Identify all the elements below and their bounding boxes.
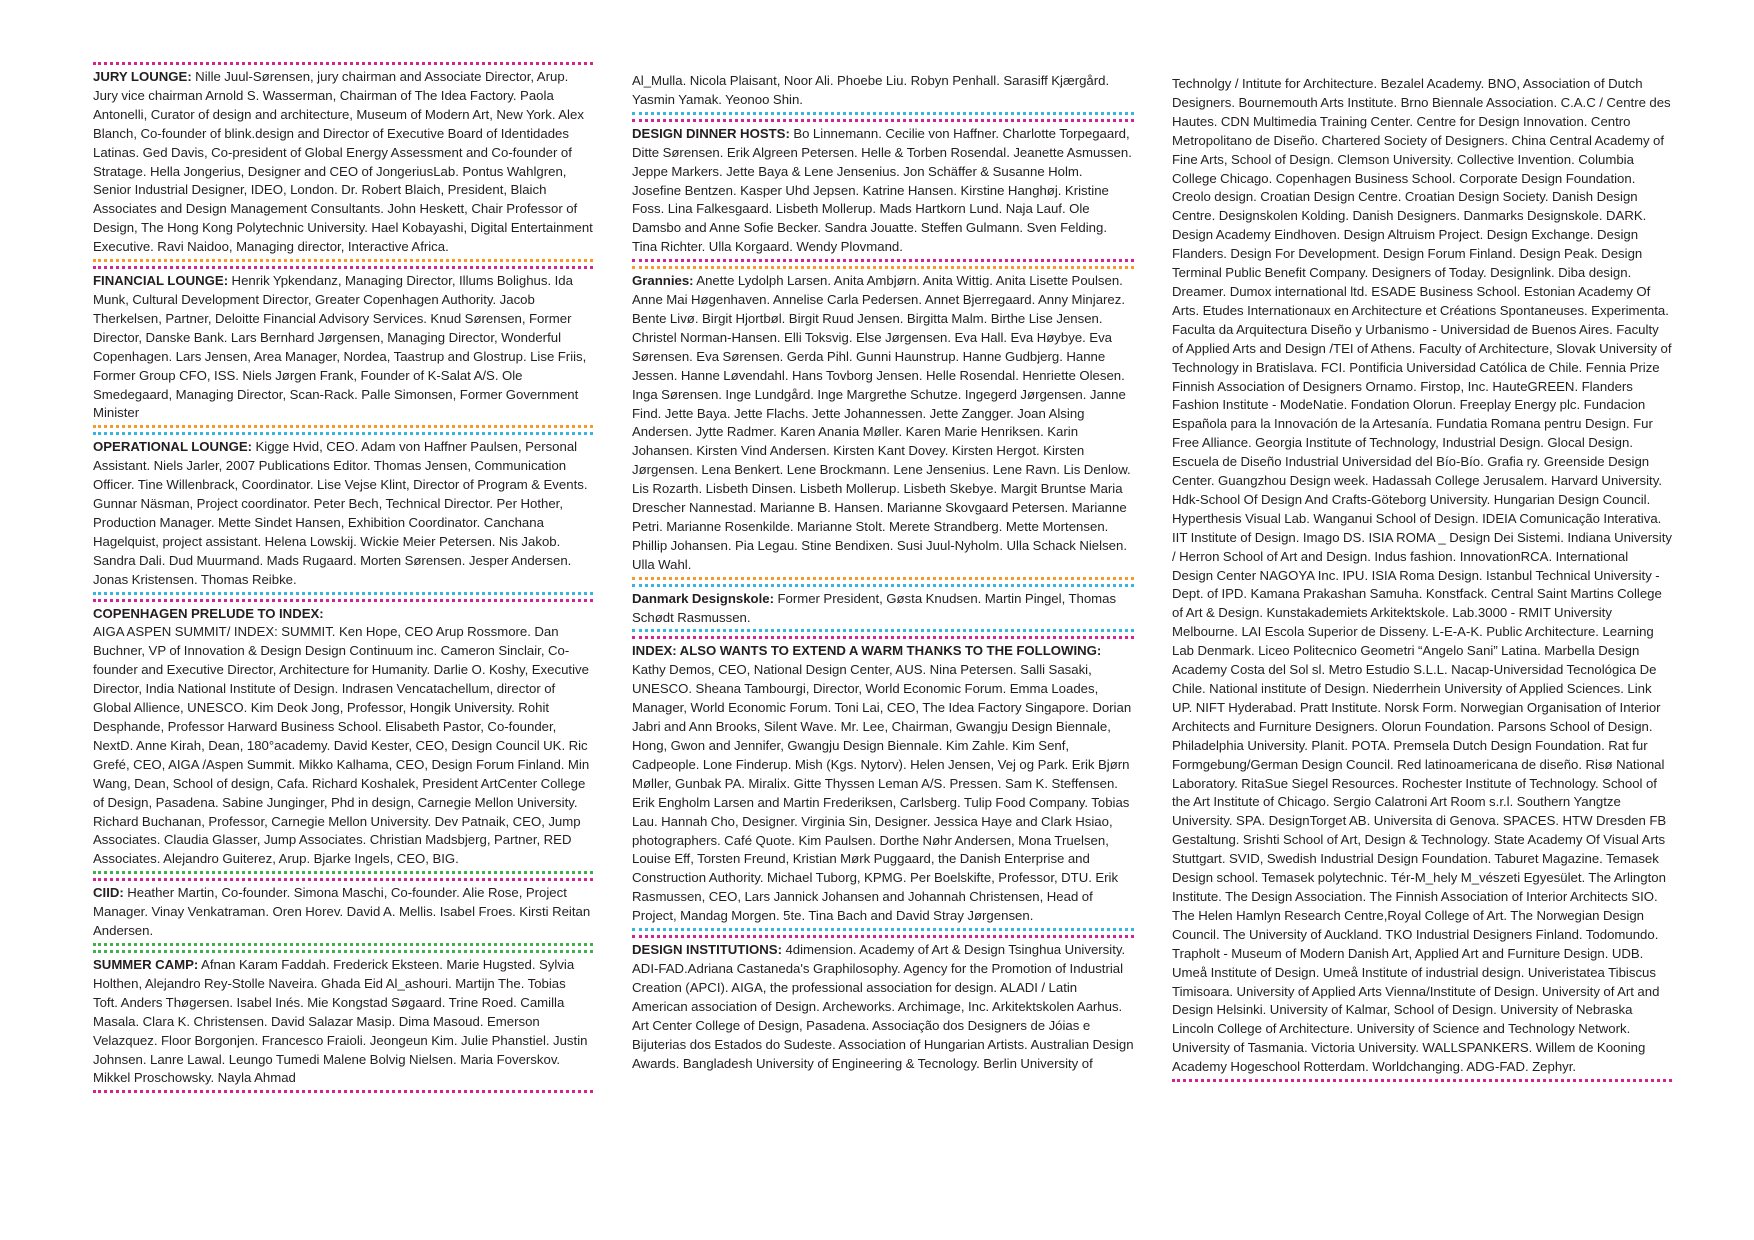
- section-heading: DESIGN DINNER HOSTS:: [632, 125, 790, 141]
- section-body: 4dimension. Academy of Art & Design Tsinghua University. ADI-FAD.Adriana Castaneda's Graphilosophy. Agency for the Promotion of Industrial Creation (APCI). AIGA, the professional association for design. ALADI / Latin American association of Design. Archeworks. Archimage, Inc. Arkitektskolen Aarhus. Art Center College of Design, Pasadena. Associação dos Designers de Jóias e Bijuterias dos Estados do Sudeste. Association of Hungarian Artists. Australian Design Awards. Bangladesh University of Engineering & Tecnology. Berlin University of: [632, 942, 1134, 1071]
- dotted-rule: [93, 259, 593, 262]
- section-heading: INDEX: ALSO WANTS TO EXTEND A WARM THANKS TO THE FOLLOWING:: [632, 643, 1102, 659]
- section-body: Afnan Karam Faddah. Frederick Eksteen. Marie Hugsted. Sylvia Holthen, Alejandro Rey-Stolle Naveira. Ghada Eid Al_ashouri. Martijn The. Tobias Toft. Anders Thøgersen. Isabel Inés. Mie Kongstad Søgaard. Trine Roed. Camilla Masala. Clara K. Christensen. David Salazar Masip. Dima Masoud. Emerson Velazquez. Floor Borgonjen. Francesco Fraioli. Jeongeun Kim. Julie Phanstiel. Justin Johnsen. Lanre Lawal. Leungo Tumedi Malene Bolvig Nielsen. Maria Foverskov. Mikkel Proschowsky. Nayla Ahmad: [93, 956, 588, 1086]
- financial-lounge-section: [93, 269, 593, 425]
- dotted-rule: [93, 943, 593, 946]
- jury-lounge-section: [93, 65, 593, 259]
- section-body: Nille Juul-Sørensen, jury chairman and Associate Director, Arup. Jury vice chairman Arnold S. Wasserman, Chairman of The Idea Factory. Paola Antonelli, Curator of design and architecture, Museum of Modern Art, New York. Alex Blanch, Co-founder of blink.design and Director of Executive Board of Identidades Latinas. Ged Davis, Co-president of Global Energy Assessment and Co-founder of Stratage. Hella Jongerius, Designer and CEO of JongeriusLab. Pontus Wahlgren, Senior Industrial Designer, IDEO, London. Dr. Robert Blaich, President, Blaich Associates and Design Management Consultants. John Heskett, Chair Professor of Design, The Hong Kong Polytechnic University. Hael Kobayashi, Digital Entertainment Executive. Ravi Naidoo, Managing director, Interactive Africa.: [93, 69, 593, 255]
- dotted-rule: [632, 577, 1134, 580]
- design-institutions-continued: [1172, 72, 1672, 1079]
- design-institutions-section: [632, 938, 1134, 1075]
- section-heading: OPERATIONAL LOUNGE:: [93, 439, 253, 455]
- ciid-section: [93, 881, 593, 943]
- summer-camp-continued: [632, 62, 1134, 112]
- dotted-rule: [632, 928, 1134, 931]
- index-thanks-section: [632, 639, 1134, 928]
- section-heading: SUMMER CAMP:: [93, 956, 199, 972]
- section-body: Kathy Demos, CEO, National Design Center, AUS. Nina Petersen. Salli Sasaki, UNESCO. Sheana Tambourgi, Director, World Economic Forum. Emma Loades, Manager, World Economic Forum. Toni Lai, CEO, The Idea Factory Singapore. Dorian Jabri and Ann Brooks, Silent Wave. Mr. Lee, Chairman, Gwangju Design Biennale, Hong, Gwon and Jennifer, Gwangju Design Biennale. Kim Zahle. Kim Senf, Cadpeople. Lone Finderup. Mish (Kgs. Nytorv). Helen Jensen, Vej og Park. Erik Bjørn Møller, Gunbak PA. Miralix. Gitte Thyssen Leman A/S. Pressen. Sam K. Steffensen. Erik Engholm Larsen and Martin Frederiksen, Carlsberg. Tulip Food Company. Tobias Lau. Hannah Cho, Designer. Virginia Sin, Designer. Jessica Haye and Clark Hsiao, photographers. Café Quote. Kim Paulsen. Dorthe Nøhr Andersen, Mona Truelsen, Louise Eff, Torsten Freund, Kristian Mørk Puggaard, the Danish Enterprise and Construction Authority. Michael Tuborg, KPMG. Per Boelskifte, Professor, DTU. Erik Rasmussen, CEO, Lars Jannick Johansen and Johannah Christensen, Head of Project, Mandag Morgen. 5te. Tina Bach and David Stray Jørgensen.: [632, 662, 1132, 924]
- design-dinner-hosts-section: [632, 122, 1134, 259]
- dotted-rule: [1172, 1079, 1672, 1082]
- operational-lounge-section: [93, 435, 593, 591]
- copenhagen-prelude-section: [93, 602, 593, 872]
- section-heading: DESIGN INSTITUTIONS:: [632, 942, 782, 958]
- section-subheading: AIGA ASPEN SUMMIT/ INDEX: SUMMIT.: [93, 624, 336, 640]
- column-3: [1172, 72, 1672, 1082]
- dotted-rule: [93, 592, 593, 595]
- dotted-rule: [93, 871, 593, 874]
- section-heading: COPENHAGEN PRELUDE TO INDEX:: [93, 605, 324, 621]
- section-body: Ken Hope, CEO Arup Rossmore. Dan Buchner, VP of Innovation & Design Design Continuum inc. Cameron Sinclair, Co-founder and Executive Director, Architecture for Humanity. Darlie O. Koshy, Executive Director, India National Institute of Design. Indrasen Vencatachellum, director of Global Allience, UNESCO. Kim Deok Jong, Professor, Hongik University. Rohit Desphande, Professor Harward Business School. Elisabeth Pastor, Co-founder, NextD. Anne Kirah, Dean, 180°academy. David Kester, CEO, Design Council UK. Ric Grefé, CEO, AIGA /Aspen Summit. Mikko Kalhama, CEO, Design Forum Finland. Min Wang, Dean, School of design, Cafa. Richard Koshalek, President ArtCenter College of Design, Pasadena. Sabine Junginger, Phd in design, Carnegie Mellon University. Richard Buchanan, Professor, Carnegie Mellon University. Dev Patnaik, CEO, Jump Associates. Claudia Glasser, Jump Associates. Christian Madsbjerg, Partner, RED Associates. Alejandro Guiterez, Arup. Bjarke Ingels, CEO, BIG.: [93, 624, 590, 867]
- summer-camp-section: [93, 953, 593, 1090]
- section-heading: JURY LOUNGE:: [93, 69, 192, 84]
- dotted-rule: [93, 1090, 593, 1093]
- section-heading: Grannies:: [632, 273, 694, 289]
- dotted-rule: [93, 425, 593, 428]
- section-heading: Danmark Designskole:: [632, 590, 774, 606]
- dotted-rule: [632, 259, 1134, 262]
- section-body: Heather Martin, Co-founder. Simona Maschi, Co-founder. Alie Rose, Project Manager. Vinay Venkatraman. Oren Horev. David A. Mellis. Isabel Froes. Kirsti Reitan Andersen.: [93, 885, 591, 939]
- column-2: [632, 62, 1134, 1075]
- section-heading: FINANCIAL LOUNGE:: [93, 273, 229, 289]
- section-body: Anette Lydolph Larsen. Anita Ambjørn. Anita Wittig. Anita Lisette Poulsen. Anne Mai Høgenhaven. Annelise Carla Pedersen. Annet Bjerregaard. Anny Minjarez. Bente Livø. Birgit Hjortbøl. Birgit Ruud Jensen. Birgitta Malm. Birthe Lise Jensen. Christel Norman-Hansen. Elli Toksvig. Else Jørgensen. Eva Hall. Eva Høybye. Eva Sørensen. Eva Sørensen. Gerda Pihl. Gunni Haunstrup. Hanne Gudbjerg. Hanne Jessen. Hanne Løvendahl. Hans Tovborg Jensen. Helle Rosendal. Henriette Olesen. Inga Sørensen. Inge Lundgård. Inge Margrethe Schutze. Ingegerd Jørgensen. Janne Find. Jette Baya. Jette Flachs. Jette Johannessen. Jette Zangger. Joan Alsing Andersen. Jytte Radmer. Karen Anania Møller. Karen Marie Henriksen. Karin Johansen. Kirsten Vind Andersen. Kirsten Kant Dovey. Kirsten Hergot. Kirsten Jørgensen. Lena Benkert. Lene Brockmann. Lene Jensenius. Lene Ravn. Lis Denlow. Lis Rozarth. Lisbeth Dinsen. Lisbeth Mollerup. Lisbeth Skebye. Margit Bruntse Maria Drescher Nannestad. Marianne B. Hansen. Marianne Skovgaard Petersen. Marianne Petri. Marianne Rosenkilde. Marianne Stolt. Merete Strandberg. Mette Mortensen. Phillip Johansen. Pia Legau. Stine Bendixen. Susi Juul-Nyholm. Ulla Schack Nielsen. Ulla Wahl.: [632, 273, 1131, 572]
- section-heading: CIID:: [93, 885, 124, 901]
- section-body: Kigge Hvid, CEO. Adam von Haffner Paulsen, Personal Assistant. Niels Jarler, 2007 Publications Editor. Thomas Jensen, Communication Officer. Tine Willenbrack, Coordinator. Lise Vejse Klint, Director of Program & Events. Gunnar Näsman, Project coordinator. Peter Bech, Technical Director. Per Hother, Production Manager. Mette Sindet Hansen, Exhibition Coordinator. Canchana Hagelquist, project assistant. Helena Lowskij. Wickie Meier Petersen. Nis Jakob. Sandra Dali. Dud Muurmand. Mads Rugaard. Morten Sørensen. Jesper Andersen. Jonas Kristensen. Thomas Reibke.: [93, 439, 588, 587]
- dotted-rule: [632, 112, 1134, 115]
- grannies-section: [632, 269, 1134, 577]
- column-1: [93, 62, 593, 1093]
- section-body: Bo Linnemann. Cecilie von Haffner. Charlotte Torpegaard, Ditte Sørensen. Erik Algreen Petersen. Helle & Torben Rosendal. Jeanette Asmussen. Jeppe Markers. Jette Baya & Lene Jensenius. Jon Schäffer & Susanne Holm. Josefine Bentzen. Kasper Uhd Jepsen. Katrine Hansen. Kirstine Hanghøj. Kristine Foss. Lina Falkesgaard. Lisbeth Mollerup. Mads Hartkorn Lund. Naja Lauf. Ole Damsbo and Anne Sofie Becker. Sandra Jouatte. Steffen Gulmann. Sven Felding. Tina Richter. Ulla Korgaard. Wendy Plovmand.: [632, 125, 1132, 255]
- section-body: Henrik Ypkendanz, Managing Director, Illums Bolighus. Ida Munk, Cultural Development Director, Greater Copenhagen Authority. Jacob Therkelsen, Partner, Deloitte Financial Advisory Services. Knud Sørensen, Former Director, Danske Bank. Lars Bernhard Jørgensen, Managing Director, Wonderful Copenhagen. Lars Jensen, Area Manager, Nordea, Taastrup and Glostrup. Lise Friis, Former Group CFO, ISS. Niels Jørgen Frank, Founder of K-Salat A/S. Ole Smedegaard, Managing Director, Scan-Rack. Palle Simonsen, Former Government Minister: [93, 273, 587, 421]
- section-body: Technolgy / Intitute for Architecture. Bezalel Academy. BNO, Association of Dutch Designers. Bournemouth Arts Institute. Brno Biennale Association. C.A.C / Centre des Hautes. CDN Multimedia Training Center. Centre for Design Innovation. Centro Metropolitano de Diseño. Chartered Society of Designers. China Central Academy of Fine Arts, School of Design. Clemson University. Collective Invention. Columbia College Chicago. Copenhagen Business School. Corporate Design Foundation. Creolo design. Croatian Design Centre. Croatian Design Society. Danish Design Centre. Designskolen Kolding. Danish Designers. Danmarks Designskole. DARK. Design Academy Eindhoven. Design Altruism Project. Design Exchange. Design Flanders. Design For Development. Design Forum Finland. Design Peak. Design Terminal Public Benefit Company. Designers of Today. Designlink. Diba design. Dreamer. Dumox international ltd. ESADE Business School. Estonian Academy Of Arts. Etudes Internationaux en Architecture et Créations Spontaneuses. Experimenta. Faculta da Arquitectura Diseño y Urbanismo - Universidad de Buenos Aires. Faculty of Applied Arts and Design /TEI of Athens. Faculty of Architecture, Slovak University of Technology in Bratislava. FCI. Pontificia Universidad Católica de Chile. Fennia Prize Finnish Association of Designers Ornamo. Firstop, Inc. HauteGREEN. Flanders Fashion Institute - ModeNatie. Fondation Olorun. Freeplay Energy plc. Fundacion Española para la Innovación de la Artesanía. Fundatia Romana pentru Design. Fur Free Alliance. Georgia Institute of Technology, Industrial Design. Glocal Design. Escuela de Diseño Industrial Universidad del Bío-Bío. Grafia ry. Greenside Design Center. Guangzhou Design week. Hadassah College Jerusalem. Harvard University. Hdk-School Of Design And Crafts-Göteborg University. Hungarian Design Council. Hyperthesis Visual Lab. Wanganui School of Design. IDEIA Comunicação Interativa. IIT Institute of Design. Imago DS. ISIA ROMA _ Design Dei Sistemi. Indiana University / Herron School of Art and Design. Indus fashion. InnovationRCA. International Design Center NAGOYA Inc. IPU. ISIA Roma Design. Istanbul Technical University - Dept. of IPD. Kamana Prakashan Samuha. Konstfack. Central Saint Martins College of Art & Design. Kunstakademiets Arkitektskole. Lab.3000 - RMIT University Melbourne. LAI Escola Superior de Disseny. L-E-A-K. Public Architecture. Learning Lab Denmark. Liceo Politecnico Geometri “Angelo Sani” Latina. Marbella Design Academy Costa del Sol sl. Metro Estudio S.L.L. Nacap-Universidad Tecnológica De Chile. National institute of Design. Niederrhein University of Applied Sciences. Link UP. NIFT Hyderabad. Pratt Institute. Norsk Form. Norwegian Organisation of Interior Architects and Furniture Designers. Olorun Foundation. Parsons School of Design. Philadelphia University. Planit. POTA. Premsela Dutch Design Foundation. Rat fur Formgebung/German Design Council. Red latinoamericana de diseño. Risø National Laboratory. RitaSue Siegel Resources. Rochester Institute of Technology. School of the Art Institute of Chicago. Sergio Calatroni Art Room s.r.l. Southern Yangtze University. SPA. DesignTorget AB. Universita di Genova. SPACES. HTW Dresden FB Gestaltung. Srishti School of Art, Design & Technology. State Academy Of Visual Arts Stuttgart. SVID, Swedish Industrial Design Foundation. Taburet Magazine. Temasek Design school. Temasek polytechnic. Tér-M_hely M_vészeti Egyesület. The Arlington Institute. The Design Association. The Finnish Association of Interior Architects SIO. The Helen Hamlyn Research Centre,Royal College of Art. The Norwegian Design Council. The University of Auckland. TKO Industrial Designers Finland. Todomundo. Trapholt - Museum of Modern Danish Art, Applied Art and Furniture Design. UDB. Umeå Institute of Design. Umeå Institute of industrial design. Univeristatea Tibiscus Timisoara. University of Applied Arts Vienna/Institute of Design. University of Art and Design Helsinki. University of Kalmar, School of Design. University of Nebraska Lincoln College of Architecture. University of Science and Technology Network. University of Tasmania. Victoria University. WALLSPANKERS. Willem de Kooning Academy Hogeschool Rotterdam. Worldchanging. ADG-FAD. Zephyr.: [1172, 76, 1672, 1075]
- section-body: Al_Mulla. Nicola Plaisant, Noor Ali. Phoebe Liu. Robyn Penhall. Sarasiff Kjærgård. Yasmin Yamak. Yeonoo Shin.: [632, 73, 1110, 107]
- danmark-designskole-section: [632, 587, 1134, 630]
- section-body: Former President, Gøsta Knudsen. Martin Pingel, Thomas Schødt Rasmussen.: [632, 590, 1117, 625]
- dotted-rule: [632, 629, 1134, 632]
